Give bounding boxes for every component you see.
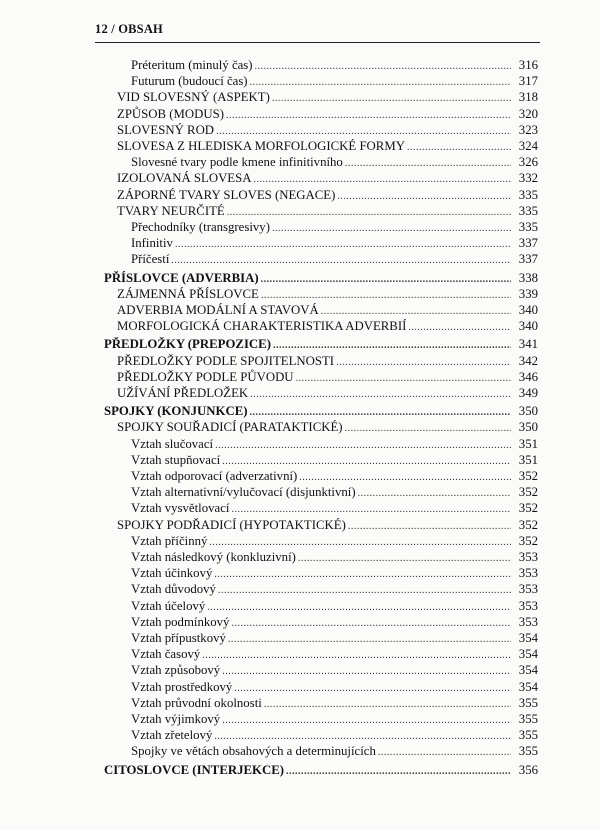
toc-entry-page: 352: [518, 485, 538, 500]
toc-entry: [117, 318, 538, 334]
toc-entry: [131, 662, 538, 678]
toc-entry-label: SPOJKY SOUŘADICÍ (PARATAKTICKÉ): [117, 420, 343, 435]
toc-entry-label: Vztah časový: [131, 647, 201, 662]
toc-entry-label: SLOVESNÝ ROD: [117, 122, 215, 137]
toc-entry-page: 342: [518, 353, 538, 368]
toc-entry-page: 354: [518, 663, 538, 678]
toc-entry: [131, 711, 538, 727]
toc-entry-page: 340: [518, 319, 538, 334]
toc-entry: [117, 89, 538, 105]
toc-entry-label: Préteritum (minulý čas): [131, 58, 253, 72]
toc-entry: [117, 419, 538, 435]
toc-entry-page: 349: [518, 386, 538, 400]
toc-entry-page: 352: [518, 501, 538, 516]
toc-entry: [131, 533, 538, 549]
toc-entry-label: MORFOLOGICKÁ CHARAKTERISTIKA ADVERBIÍ: [117, 319, 407, 334]
toc-entry: [117, 170, 538, 186]
dot-leader: [171, 253, 511, 269]
toc-entry: [131, 743, 538, 759]
toc-entry: [104, 762, 538, 778]
toc-entry-page: 335: [518, 203, 538, 218]
toc-entry-label: PŘEDLOŽKY PODLE SPOJITELNOSTI: [117, 353, 335, 368]
toc-entry-page: 353: [518, 598, 538, 613]
toc-entry: [131, 57, 538, 73]
toc-entry-page: 324: [518, 139, 538, 153]
toc-entry: [131, 468, 538, 484]
toc-entry-label: TVARY NEURČITÉ: [117, 203, 225, 218]
toc-entry: [117, 353, 538, 369]
dot-leader: [408, 320, 511, 336]
toc-entry: [117, 369, 538, 385]
toc-entry-label: Vztah odporovací (adverzativní): [131, 469, 298, 483]
toc-entry-label: PŘEDLOŽKY (PREPOZICE): [104, 337, 271, 352]
toc-entry-label: CITOSLOVCE (INTERJEKCE): [104, 762, 285, 777]
running-header: 12 / OBSAH: [95, 22, 163, 36]
toc-entry-page: 340: [518, 303, 538, 317]
toc-entry-label: Vztah účinkový: [131, 566, 213, 581]
dot-leader: [286, 764, 511, 780]
toc-entry-label: Vztah způsobový: [131, 663, 221, 678]
toc-entry-label: Vztah prostředkový: [131, 679, 233, 694]
toc-entry: [131, 235, 538, 251]
toc-entry: [117, 385, 538, 401]
toc-entry-label: ZÁPORNÉ TVARY SLOVES (NEGACE): [117, 187, 336, 202]
toc-entry: [117, 203, 538, 219]
toc-entry-page: 337: [518, 252, 538, 267]
toc-entry: [131, 251, 538, 267]
toc-entry-page: 323: [518, 122, 538, 137]
toc-entry-page: 338: [518, 270, 538, 285]
toc-entry-label: Přechodníky (transgresivy): [131, 220, 270, 234]
toc-entry-page: 346: [518, 369, 538, 384]
toc-entry: [131, 154, 538, 170]
toc-entry: [131, 646, 538, 662]
toc-entry: [117, 286, 538, 302]
toc-entry-label: Vztah průvodní okolnosti: [131, 695, 262, 710]
toc-entry-page: 352: [518, 517, 538, 532]
toc-entry-label: Infinitiv: [131, 236, 173, 251]
toc-entry-label: Vztah vysvětlovací: [131, 501, 230, 516]
toc-entry-page: 355: [518, 744, 538, 759]
toc-entry: [117, 302, 538, 318]
toc-entry: [131, 695, 538, 711]
toc-entry-label: ADVERBIA MODÁLNÍ A STAVOVÁ: [117, 303, 319, 317]
toc-entry-label: ZÁJMENNÁ PŘÍSLOVCE: [117, 286, 259, 301]
toc-entry: [104, 403, 538, 419]
toc-entry-page: 354: [518, 679, 538, 694]
toc-entry: [131, 549, 538, 565]
toc-entry: [131, 598, 538, 614]
toc-entry: [104, 270, 538, 286]
toc-entry: [131, 727, 538, 743]
toc-entry-label: IZOLOVANÁ SLOVESA: [117, 171, 252, 186]
toc-entry: [131, 436, 538, 452]
toc-entry-label: Vztah alternativní/vylučovací (disjunktivní): [131, 485, 356, 500]
toc-entry: [131, 452, 538, 468]
toc-entry: [117, 517, 538, 533]
toc-entry-label: SPOJKY PODŘADICÍ (HYPOTAKTICKÉ): [117, 517, 346, 532]
toc-entry-page: 335: [518, 187, 538, 202]
toc-entry: [131, 614, 538, 630]
toc-entry-page: 335: [518, 220, 538, 234]
toc-entry-page: 354: [518, 647, 538, 662]
toc-entry-page: 354: [518, 631, 538, 645]
toc-entry: [131, 73, 538, 89]
toc-entry-page: 316: [518, 58, 538, 72]
toc-entry: [131, 630, 538, 646]
toc-entry-label: Vztah výjimkový: [131, 712, 221, 726]
toc-entry-label: Slovesné tvary podle kmene infinitivního: [131, 155, 343, 170]
toc-entry-page: 351: [518, 436, 538, 451]
toc-entry-page: 337: [518, 236, 538, 251]
toc-entry: [131, 500, 538, 516]
toc-entry-label: SLOVESA Z HLEDISKA MORFOLOGICKÉ FORMY: [117, 139, 405, 153]
toc-entry-label: Vztah příčinný: [131, 533, 208, 548]
toc-entry-page: 320: [518, 106, 538, 121]
toc-entry-label: Vztah následkový (konkluzivní): [131, 550, 296, 564]
toc-entry-page: 350: [518, 404, 538, 419]
toc-entry-label: Vztah slučovací: [131, 436, 214, 451]
toc-entry-label: Vztah podmínkový: [131, 614, 230, 629]
toc-entry-page: 352: [518, 469, 538, 483]
toc-entry-page: 339: [518, 286, 538, 301]
toc-entry: [117, 106, 538, 122]
toc-entry: [131, 679, 538, 695]
toc-entry-page: 355: [518, 712, 538, 726]
toc-entry-label: PŘÍSLOVCE (ADVERBIA): [104, 270, 259, 285]
toc-entry: [131, 565, 538, 581]
toc-entry: [104, 336, 538, 352]
toc-entry-label: Vztah účelový: [131, 598, 206, 613]
toc-entry-page: 353: [518, 566, 538, 581]
toc-entry-page: 353: [518, 614, 538, 629]
toc-entry: [117, 187, 538, 203]
toc-entry-label: UŽÍVÁNÍ PŘEDLOŽEK: [117, 386, 249, 400]
toc-entry-label: Vztah důvodový: [131, 582, 216, 597]
toc-entry-page: 318: [518, 90, 538, 105]
toc-entry-label: ZPŮSOB (MODUS): [117, 106, 225, 121]
toc-entry-page: 352: [518, 533, 538, 548]
toc-entry-page: 326: [518, 155, 538, 170]
toc-entry: [117, 122, 538, 138]
toc-entry-label: Příčestí: [131, 252, 170, 267]
dot-leader: [378, 745, 511, 761]
toc-entry-label: VID SLOVESNÝ (ASPEKT): [117, 90, 270, 105]
toc-entry-page: 341: [518, 337, 538, 352]
toc-entry-page: 332: [518, 171, 538, 186]
toc-entry-page: 355: [518, 728, 538, 743]
toc-entry-label: Vztah zřetelový: [131, 728, 213, 743]
toc-entry: [131, 484, 538, 500]
header-rule: [95, 42, 540, 43]
toc-entry-page: 351: [518, 452, 538, 467]
toc-entry-page: 317: [518, 74, 538, 89]
toc-entry-page: 353: [518, 550, 538, 564]
toc-entry-label: PŘEDLOŽKY PODLE PŮVODU: [117, 369, 294, 384]
toc-entry: [131, 581, 538, 597]
toc-entry-page: 355: [518, 695, 538, 710]
toc-entry-label: Vztah přípustkový: [131, 631, 226, 645]
toc-entry-page: 356: [518, 762, 538, 777]
toc-entry-label: Spojky ve větách obsahových a determinujících: [131, 744, 376, 759]
toc-entry-label: Vztah stupňovací: [131, 452, 221, 467]
toc-entry: [131, 219, 538, 235]
toc-entry-page: 353: [518, 582, 538, 597]
toc-entry-label: SPOJKY (KONJUNKCE): [104, 404, 248, 419]
dot-leader: [250, 387, 511, 403]
toc-entry-label: Futurum (budoucí čas): [131, 74, 248, 89]
toc-entry: [117, 138, 538, 154]
toc-entry-page: 350: [518, 420, 538, 435]
